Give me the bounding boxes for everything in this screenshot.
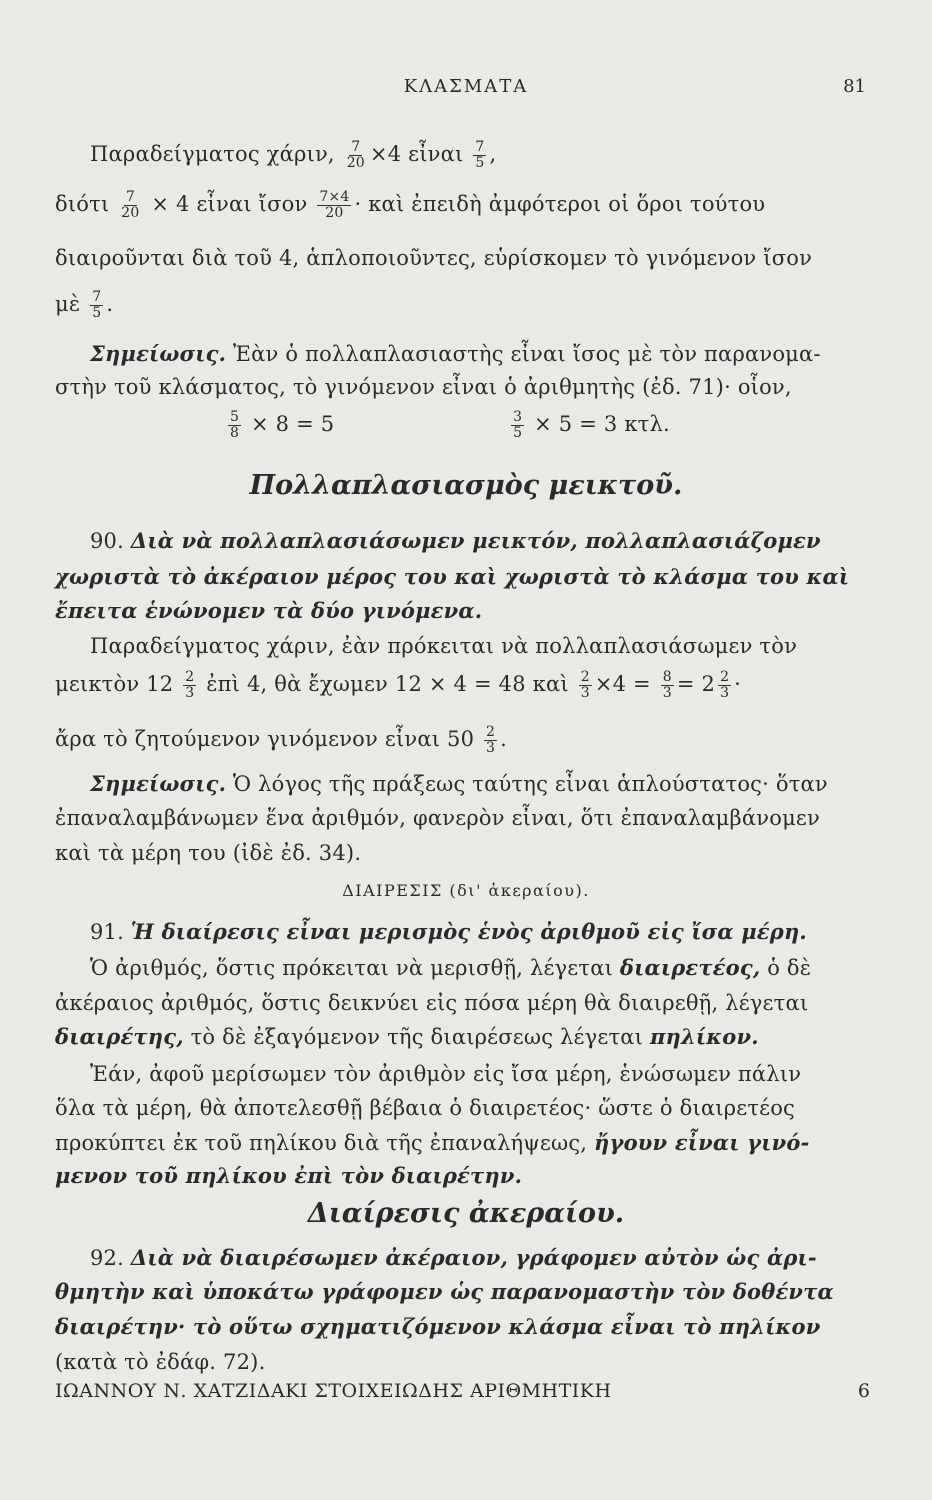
- text-line: μὲ $\frac{7}{5}$ .: [55, 289, 114, 321]
- section-subheading: ΔΙΑΙΡΕΣΙΣ (δι' ἀκεραίου).: [342, 881, 590, 900]
- running-header: ΚΛΑΣΜΑΤΑ: [403, 76, 529, 97]
- text-line: διαιρέτης, τὸ δὲ ἐξαγόμενον τῆς διαιρέσεως λέγεται πηλίκον.: [55, 1024, 759, 1049]
- text-line: ἄρα τὸ ζητούμενον γινόμενον εἶναι 50 $\frac{2}{3}$ .: [55, 724, 508, 756]
- note-line: Σημείωσις. Ὁ λόγος τῆς πράξεως ταύτης εἶναι ἁπλούστατος· ὅταν: [90, 771, 828, 796]
- text-line: διαιρέτην· τὸ οὕτω σχηματιζόμενον κλάσμα εἶναι τὸ πηλίκον: [55, 1314, 821, 1339]
- paragraph-91-line: 91. Ἡ διαίρεσις εἶναι μερισμὸς ἑνὸς ἀριθμοῦ εἰς ἴσα μέρη.: [90, 919, 807, 944]
- text-line: θμητὴν καὶ ὑποκάτω γράφομεν ὡς παρανομαστὴν τὸν δοθέντα: [55, 1279, 834, 1304]
- term-divisor: διαιρέτης,: [55, 1024, 184, 1049]
- fraction: $\frac{7}{20}$: [121, 189, 140, 221]
- text-line: προκύπτει ἐκ τοῦ πηλίκου διὰ τῆς ἐπαναλήψεως, ἤγουν εἶναι γινό-: [55, 1130, 810, 1155]
- section-heading: Διαίρεσις ἀκεραίου.: [307, 1198, 625, 1229]
- formula-line: $\frac{5}{8}$ × 8 = 5 $\frac{3}{5}$ × 5 = 3 κτλ.: [230, 409, 670, 441]
- signature-mark: 6: [857, 1380, 870, 1402]
- footer-book-title: ΙΩΑΝΝΟΥ Ν. ΧΑΤΖΙΔΑΚΙ ΣΤΟΙΧΕΙΩΔΗΣ ΑΡΙΘΜΗΤΙΚΗ: [55, 1380, 612, 1402]
- fraction: $\frac{7}{5}$: [475, 139, 485, 171]
- text-line: Ἐάν, ἀφοῦ μερίσωμεν τὸν ἀριθμὸν εἰς ἴσα μέρη, ἑνώσωμεν πάλιν: [90, 1062, 802, 1086]
- text-line: χωριστὰ τὸ ἀκέραιον μέρος του καὶ χωριστὰ τὸ κλάσμα του καὶ: [55, 564, 850, 589]
- fraction: $\frac{2}{3}$: [486, 724, 496, 756]
- text-line: στὴν τοῦ κλάσματος, τὸ γινόμενον εἶναι ὁ ἀριθμητὴς (ἐδ. 71)· οἷον,: [55, 375, 792, 399]
- note-line: Σημείωσις. Ἐὰν ὁ πολλαπλασιαστὴς εἶναι ἴσος μὲ τὸν παρανομα-: [90, 341, 821, 366]
- text-line: διαιροῦνται διὰ τοῦ 4, ἁπλοποιοῦντες, εὑρίσκομεν τὸ γινόμενον ἴσον: [55, 246, 813, 270]
- text-line: ἔπειτα ἑνώνομεν τὰ δύο γινόμενα.: [55, 598, 483, 623]
- text-line: καὶ τὰ μέρη του (ἰδὲ ἐδ. 34).: [55, 841, 362, 865]
- note-label: Σημείωσις.: [90, 771, 227, 796]
- example-line-1: Παραδείγματος χάριν, $\frac{7}{20}$ ×4 εἶναι $\frac{7}{5}$ ,: [90, 139, 497, 171]
- fraction: $\frac{3}{5}$: [513, 409, 523, 441]
- fraction: $\frac{5}{8}$: [230, 409, 240, 441]
- paragraph-90-line: 90. Διὰ νὰ πολλαπλασιάσωμεν μεικτόν, πολλαπλασιάζομεν: [90, 528, 821, 553]
- text-line: ἀκέραιος ἀριθμός, ὅστις δεικνύει εἰς πόσα μέρη θὰ διαιρεθῇ, λέγεται: [55, 991, 809, 1015]
- fraction: $\frac{2}{3}$: [185, 669, 195, 701]
- formula-line: μεικτὸν 12 $\frac{2}{3}$ ἐπὶ 4, θὰ ἔχωμεν 12 × 4 = 48 καὶ $\frac{2}{3}$ ×4 = $\frac{8}{3}$ = 2 $\frac{2}{3}$ ·: [55, 669, 742, 701]
- text-line: Ὁ ἀριθμός, ὅστις πρόκειται νὰ μερισθῇ, λέγεται διαιρετέος, ὁ δὲ: [90, 955, 812, 980]
- fraction: $\frac{2}{3}$: [580, 669, 590, 701]
- text-line: ἐπαναλαμβάνωμεν ἕνα ἀριθμόν, φανερὸν εἶναι, ὅτι ἐπαναλαμβάνομεν: [55, 806, 820, 830]
- text-line: ὅλα τὰ μέρη, θὰ ἀποτελεσθῇ βέβαια ὁ διαιρετέος· ὥστε ὁ διαιρετέος: [55, 1096, 796, 1120]
- fraction: $\frac{7}{5}$: [92, 289, 102, 321]
- term-dividend: διαιρετέος,: [619, 955, 761, 980]
- fraction: $\frac{2}{3}$: [720, 669, 730, 701]
- fraction: $\frac{7}{20}$: [346, 139, 365, 171]
- text-line: μενον τοῦ πηλίκου ἐπὶ τὸν διαιρέτην.: [55, 1163, 523, 1188]
- text-line: (κατὰ τὸ ἐδάφ. 72).: [55, 1350, 266, 1374]
- fraction: $\frac{8}{3}$: [662, 669, 672, 701]
- text-line: Παραδείγματος χάριν, ἐὰν πρόκειται νὰ πολλαπλασιάσωμεν τὸν: [90, 634, 798, 658]
- page-number: 81: [843, 76, 866, 97]
- section-heading: Πολλαπλασιασμὸς μεικτοῦ.: [249, 470, 683, 501]
- paragraph-92-line: 92. Διὰ νὰ διαιρέσωμεν ἀκέραιον, γράφομεν αὐτὸν ὡς ἀρι-: [90, 1245, 817, 1270]
- fraction: $\frac{7\times 4}{20}$: [319, 189, 350, 221]
- term-quotient: πηλίκον.: [649, 1024, 759, 1049]
- note-label: Σημείωσις.: [90, 341, 227, 366]
- text-line: διότι $\frac{7}{20}$ × 4 εἶναι ἴσον $\frac{7\times 4}{20}$ · καὶ ἐπειδὴ ἀμφότεροι οἱ ὅροι τούτου: [55, 189, 766, 221]
